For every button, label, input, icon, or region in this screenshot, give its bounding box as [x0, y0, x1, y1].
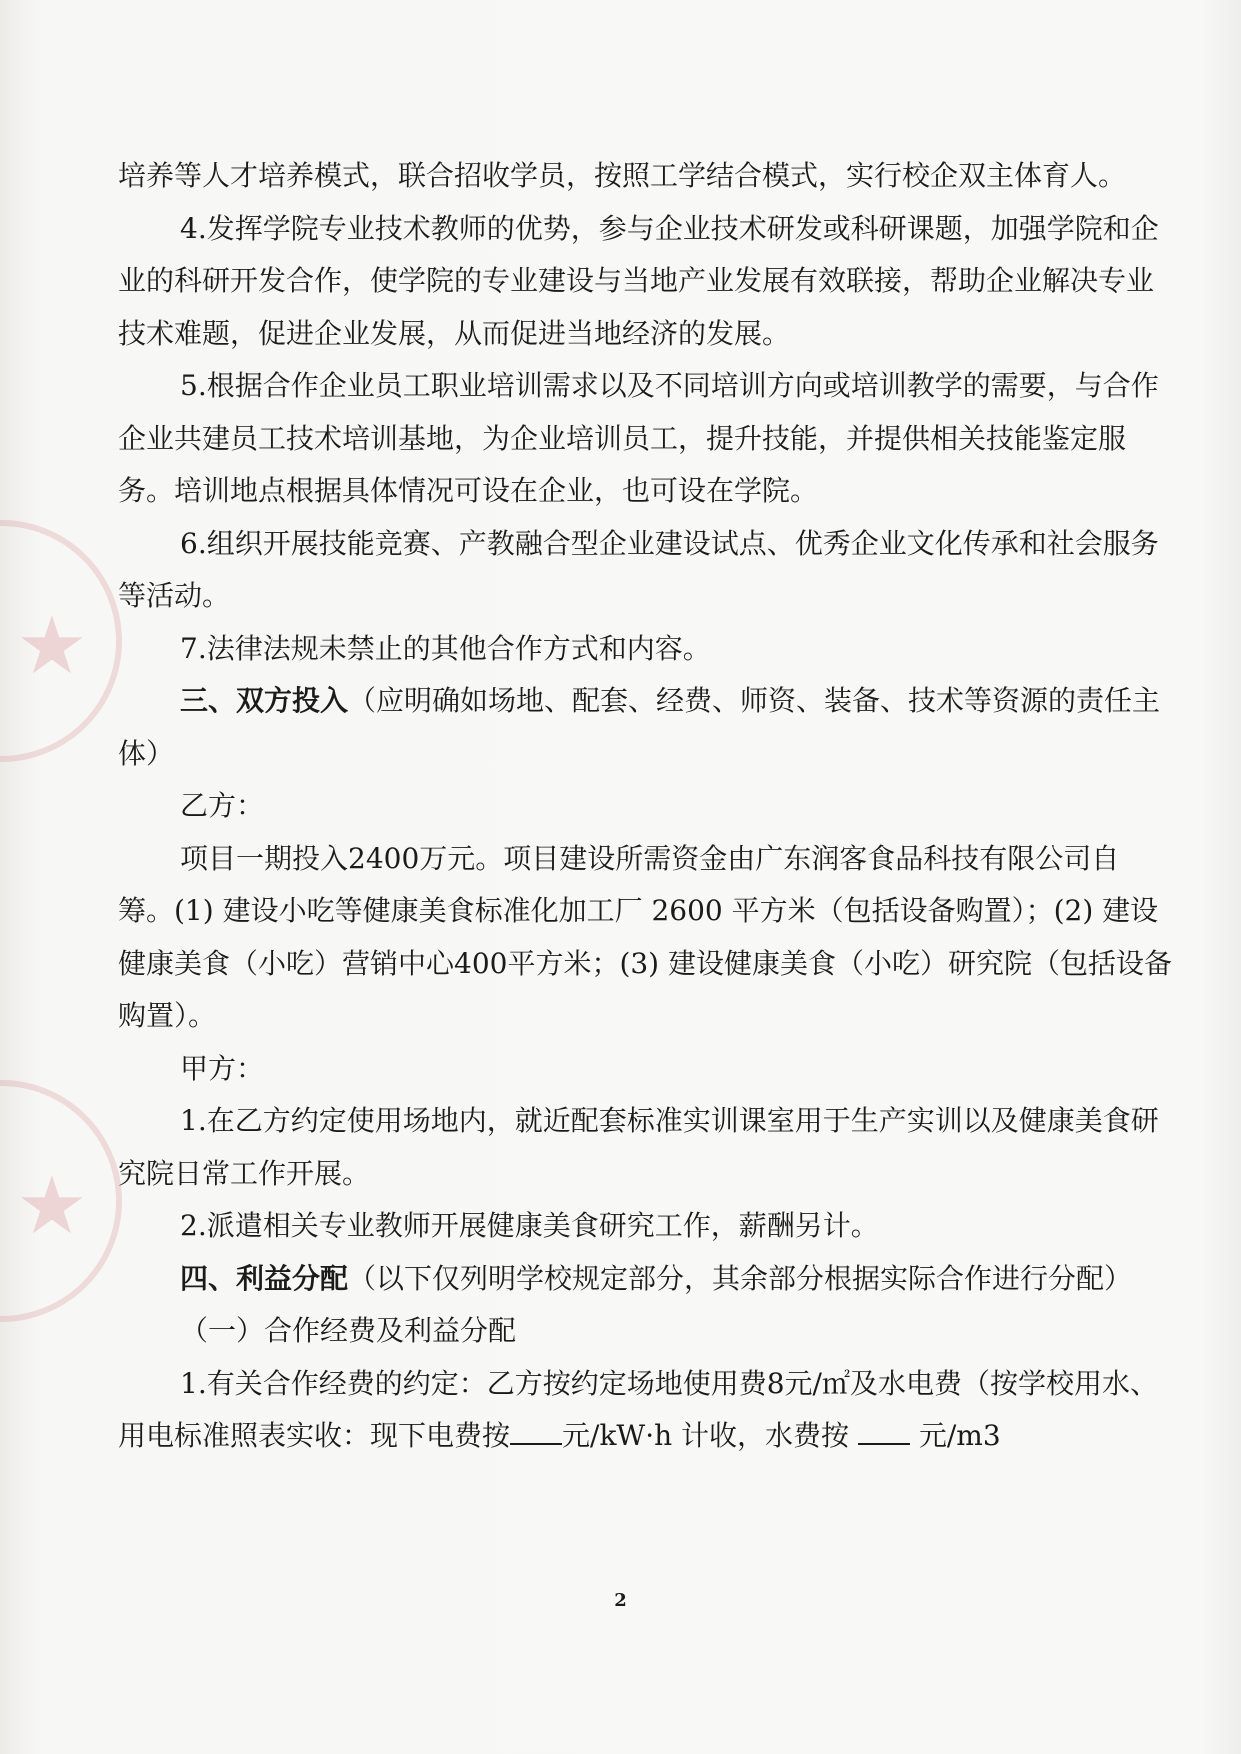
- fee-clause: [118, 1358, 1172, 1463]
- fee-text: 元/m3: [918, 1419, 1001, 1452]
- red-seal-stamp: ★: [0, 1080, 122, 1322]
- section-title: 四、利益分配: [180, 1261, 349, 1295]
- section-title: 三、双方投入: [180, 684, 349, 717]
- party-b-label: 乙方：: [180, 789, 265, 822]
- section-heading-3: [118, 675, 1172, 780]
- fee-text: 元/kW·h 计收，水费按: [562, 1419, 850, 1452]
- paragraph: 7.法律法规未禁止的其他合作方式和内容。: [180, 631, 711, 665]
- paragraph: 5.根据合作企业员工职业培训需求以及不同培训方向或培训教学的需要，与合作企业共建员工技术培训基地，为企业培训员工，提升技能，并提供相关技能鉴定服务。培训地点根据具体情况可设在企业，也可设在学院。: [118, 369, 1159, 507]
- section-note: （应明确如场地、配套、经费、师资、装备、技术等资源的责任主体）: [118, 684, 1161, 770]
- party-a-label: 甲方：: [180, 1051, 265, 1085]
- paragraph: 培养等人才培养模式，联合招收学员，按照工学结合模式，实行校企双主体育人。: [118, 159, 1127, 192]
- subsection-title: （一）合作经费及利益分配: [180, 1314, 517, 1347]
- document-body: [118, 150, 1172, 1463]
- list-item: 1.在乙方约定使用场地内，就近配套标准实训课室用于生产实训以及健康美食研究院日常工作开展。: [118, 1104, 1159, 1190]
- paragraph: 6.组织开展技能竞赛、产教融合型企业建设试点、优秀企业文化传承和社会服务等活动。: [118, 526, 1159, 612]
- section-note: （以下仅列明学校规定部分，其余部分根据实际合作进行分配）: [348, 1261, 1133, 1295]
- paragraph: 4.发挥学院专业技术教师的优势，参与企业技术研发或科研课题，加强学院和企业的科研开发合作，使学院的专业建设与当地产业发展有效联接，帮助企业解决专业技术难题，促进企业发展，从而促进当地经济的发展。: [118, 211, 1159, 350]
- fill-in-blank: [510, 1417, 562, 1445]
- page-number: 2: [614, 1590, 627, 1611]
- fee-text: 1.有关合作经费的约定：乙方按约定场地使用费8元/㎡及水电费（按学校用水、用电标准照表实收：现下电费按: [118, 1366, 1158, 1452]
- fill-in-blank: [858, 1417, 910, 1445]
- paragraph: 项目一期投入2400万元。项目建设所需资金由广东润客食品科技有限公司自筹。(1) 建设小吃等健康美食标准化加工厂 2600 平方米（包括设备购置）；(2) 建设健康美食（小吃）营销中心400平方米；(3) 建设健康美食（小吃）研究院（包括设备购置）。: [118, 841, 1173, 1032]
- section-heading-4: [118, 1253, 1172, 1306]
- red-seal-stamp: ★: [0, 520, 122, 762]
- list-item: 2.派遣相关专业教师开展健康美食研究工作，薪酬另计。: [180, 1209, 879, 1242]
